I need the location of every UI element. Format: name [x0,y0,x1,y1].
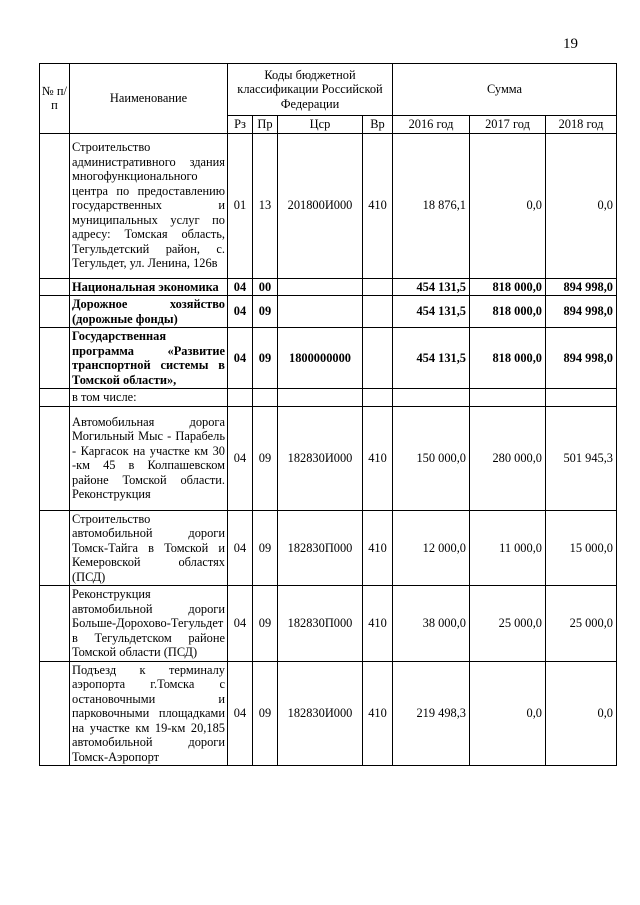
cell-y2018: 15 000,0 [546,510,617,586]
cell-y2016 [393,389,470,407]
table-row [40,328,617,389]
cell-vr [363,328,393,389]
cell-vr: 410 [363,586,393,662]
table-row [40,510,617,586]
header-sum: Сумма [393,64,617,116]
cell-vr: 410 [363,661,393,766]
cell-y2016: 454 131,5 [393,328,470,389]
cell-y2018: 894 998,0 [546,328,617,389]
cell-y2016: 12 000,0 [393,510,470,586]
header-name: Наименование [70,64,228,134]
cell-name: Подъезд к терминалу аэропорта г.Томска с остановочными и парковочными площадками на участке км 19-км 20,185 автомобильной дороги Томск-Аэропорт [70,661,228,766]
cell-num [40,133,70,278]
cell-csr: 201800И000 [278,133,363,278]
cell-y2017: 11 000,0 [470,510,546,586]
cell-rz: 04 [228,328,253,389]
cell-vr: 410 [363,510,393,586]
cell-name: Государственная программа «Развитие транспортной системы в Томской области», [70,328,228,389]
cell-vr: 410 [363,133,393,278]
cell-pr: 09 [253,328,278,389]
cell-pr: 00 [253,278,278,296]
header-codes: Коды бюджетной классификации Российской Федерации [228,64,393,116]
cell-y2016: 219 498,3 [393,661,470,766]
cell-pr: 09 [253,586,278,662]
table-row [40,278,617,296]
cell-y2016: 38 000,0 [393,586,470,662]
cell-y2018: 0,0 [546,133,617,278]
table-row [40,661,617,766]
cell-y2017: 280 000,0 [470,406,546,510]
cell-csr: 182830П000 [278,510,363,586]
table-body [40,133,617,766]
header-rz: Рз [228,116,253,134]
cell-num [40,586,70,662]
cell-name: Национальная экономика [70,278,228,296]
cell-vr [363,278,393,296]
cell-rz [228,389,253,407]
cell-num [40,510,70,586]
cell-pr: 09 [253,510,278,586]
cell-csr: 182830И000 [278,661,363,766]
cell-num [40,406,70,510]
cell-y2018: 894 998,0 [546,296,617,328]
cell-y2016: 150 000,0 [393,406,470,510]
cell-y2016: 18 876,1 [393,133,470,278]
header-num: № п/п [40,64,70,134]
cell-name: Строительство автомобильной дороги Томск-Тайга в Томской и Кемеровской областях (ПСД) [70,510,228,586]
cell-csr [278,389,363,407]
cell-name: в том числе: [70,389,228,407]
cell-vr: 410 [363,406,393,510]
cell-y2018: 0,0 [546,661,617,766]
cell-y2016: 454 131,5 [393,296,470,328]
cell-rz: 04 [228,661,253,766]
cell-y2018: 25 000,0 [546,586,617,662]
cell-name: Автомобильная дорога Могильный Мыс - Парабель - Каргасок на участке км 30 -км 45 в Колпашевском районе Томской области. Реконструкция [70,406,228,510]
cell-y2017 [470,389,546,407]
table-row [40,133,617,278]
cell-rz: 04 [228,296,253,328]
header-2016: 2016 год [393,116,470,134]
cell-rz: 04 [228,586,253,662]
header-vr: Вр [363,116,393,134]
table-row [40,406,617,510]
cell-y2017: 818 000,0 [470,296,546,328]
cell-pr: 09 [253,406,278,510]
cell-name: Реконструкция автомобильной дороги Больше-Дорохово-Тегульдет в Тегульдетском районе Томской области (ПСД) [70,586,228,662]
cell-y2017: 818 000,0 [470,328,546,389]
cell-num [40,661,70,766]
cell-y2018 [546,389,617,407]
table-row [40,586,617,662]
cell-y2017: 0,0 [470,133,546,278]
page-number: 19 [563,36,578,52]
cell-num [40,278,70,296]
cell-rz: 04 [228,278,253,296]
table-row [40,296,617,328]
cell-name: Строительство административного здания многофункционального центра по предоставлению государственных и муниципальных услуг по адресу: Томская область, Тегульдетский район, с. Тегульдет, ул. Ленина, 126в [70,133,228,278]
cell-csr: 1800000000 [278,328,363,389]
header-pr: Пр [253,116,278,134]
cell-y2017: 0,0 [470,661,546,766]
header-csr: Цср [278,116,363,134]
cell-y2018: 894 998,0 [546,278,617,296]
cell-pr: 13 [253,133,278,278]
cell-csr [278,278,363,296]
cell-vr [363,389,393,407]
cell-y2016: 454 131,5 [393,278,470,296]
header-2017: 2017 год [470,116,546,134]
cell-name: Дорожное хозяйство (дорожные фонды) [70,296,228,328]
cell-y2018: 501 945,3 [546,406,617,510]
cell-pr [253,389,278,407]
table-row [40,389,617,407]
cell-rz: 04 [228,406,253,510]
cell-pr: 09 [253,296,278,328]
cell-vr [363,296,393,328]
cell-y2017: 818 000,0 [470,278,546,296]
cell-rz: 01 [228,133,253,278]
cell-csr: 182830П000 [278,586,363,662]
cell-num [40,328,70,389]
header-row-1 [40,64,617,116]
header-2018: 2018 год [546,116,617,134]
cell-y2017: 25 000,0 [470,586,546,662]
cell-csr: 182830И000 [278,406,363,510]
cell-pr: 09 [253,661,278,766]
cell-num [40,389,70,407]
cell-rz: 04 [228,510,253,586]
cell-csr [278,296,363,328]
budget-table [39,63,617,766]
cell-num [40,296,70,328]
